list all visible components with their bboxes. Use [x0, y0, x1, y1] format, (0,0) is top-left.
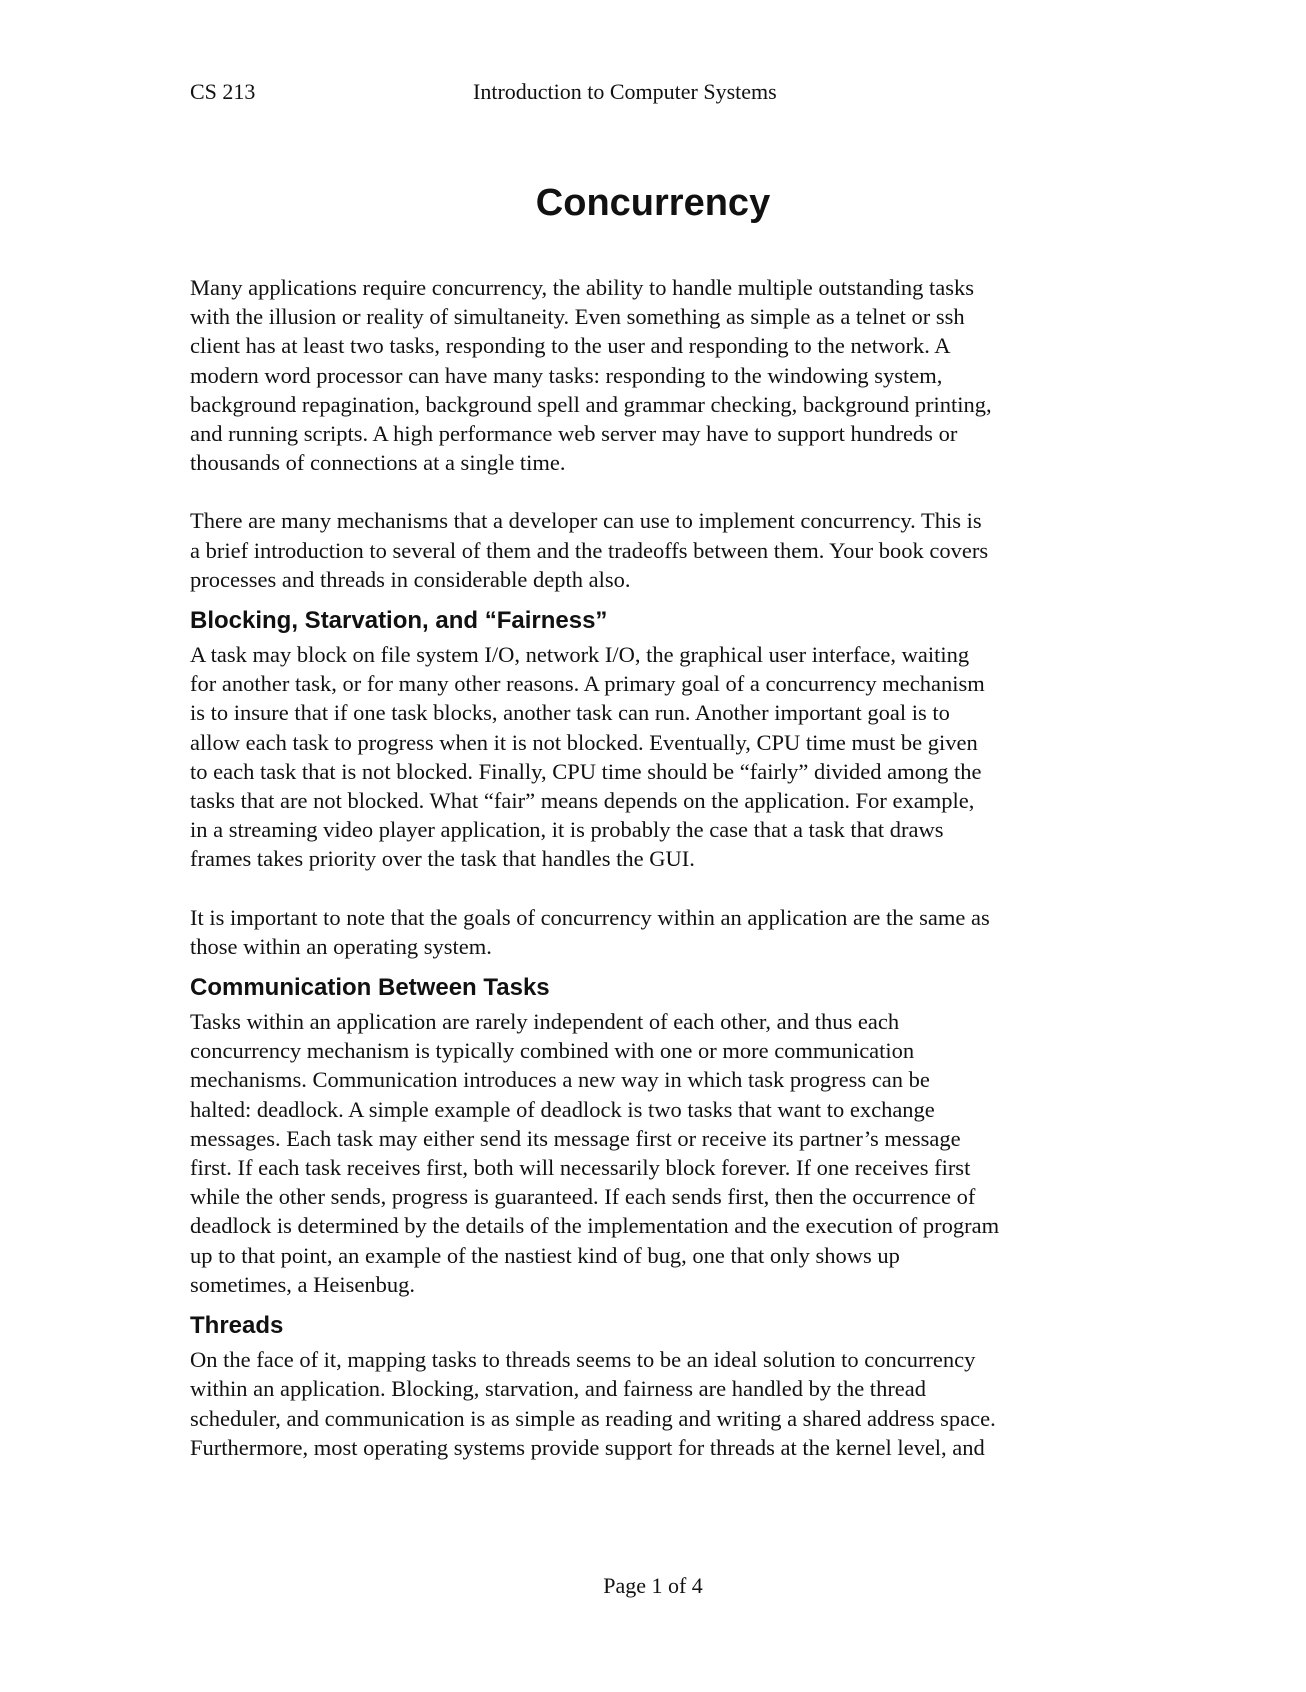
text-line: to each task that is not blocked. Finally, CPU time should be “fairly” divided among the	[190, 758, 982, 784]
text-line: Many applications require concurrency, the ability to handle multiple outstanding tasks	[190, 275, 974, 300]
text-line: mechanisms. Communication introduces a new way in which task progress can be	[190, 1067, 930, 1093]
section-paragraph	[190, 1007, 1110, 1299]
section-paragraph	[190, 903, 1110, 961]
page-number: Page 1 of 4	[603, 1573, 703, 1598]
document-title: Concurrency	[535, 182, 771, 224]
text-line: is to insure that if one task blocks, another task can run. Another important goal is to	[190, 700, 950, 726]
text-line: frames takes priority over the task that handles the GUI.	[190, 846, 695, 872]
text-line: On the face of it, mapping tasks to threads seems to be an ideal solution to concurrency	[190, 1347, 976, 1373]
section-heading-communication: Communication Between Tasks	[190, 974, 550, 1002]
text-line: in a streaming video player application, it is probably the case that a task that draws	[190, 817, 944, 843]
section-heading-threads: Threads	[190, 1312, 284, 1340]
text-line: client has at least two tasks, responding to the user and responding to the network. A	[190, 333, 951, 359]
text-line: modern word processor can have many tasks: responding to the windowing system,	[190, 362, 943, 388]
text-line: for another task, or for many other reasons. A primary goal of a concurrency mechanism	[190, 671, 985, 697]
text-line: concurrency mechanism is typically combined with one or more communication	[190, 1038, 915, 1064]
text-line: up to that point, an example of the nastiest kind of bug, one that only shows up	[190, 1242, 900, 1268]
text-line: thousands of connections at a single time.	[190, 450, 566, 476]
text-line: There are many mechanisms that a developer can use to implement concurrency. This is	[190, 508, 982, 534]
text-line: scheduler, and communication is as simple as reading and writing a shared address space.	[190, 1405, 996, 1431]
text-line: A task may block on file system I/O, network I/O, the graphical user interface, waiting	[190, 642, 970, 668]
paragraph-spacer	[190, 874, 1110, 903]
text-line: It is important to note that the goals of concurrency within an application are the same as	[190, 904, 990, 930]
page-header	[190, 76, 1120, 108]
intro-paragraph	[190, 506, 1110, 594]
paragraph-spacer	[190, 477, 1110, 506]
text-line: within an application. Blocking, starvation, and fairness are handled by the thread	[190, 1376, 927, 1402]
section-paragraph	[190, 640, 1110, 874]
text-line: a brief introduction to several of them and the tradeoffs between them. Your book covers	[190, 537, 989, 563]
text-line: Tasks within an application are rarely independent of each other, and thus each	[190, 1009, 900, 1035]
text-line: and running scripts. A high performance web server may have to support hundreds or	[190, 421, 958, 447]
intro-paragraph	[190, 273, 1110, 477]
text-line: those within an operating system.	[190, 933, 492, 959]
text-line: sometimes, a Heisenbug.	[190, 1271, 415, 1297]
text-line: background repagination, background spell and grammar checking, background printing,	[190, 391, 992, 417]
text-line: halted: deadlock. A simple example of deadlock is two tasks that want to exchange	[190, 1096, 935, 1122]
text-line: allow each task to progress when it is not blocked. Eventually, CPU time must be given	[190, 729, 978, 755]
section-heading-blocking: Blocking, Starvation, and “Fairness”	[190, 607, 608, 635]
text-line: messages. Each task may either send its message first or receive its partner’s message	[190, 1125, 961, 1151]
text-line: tasks that are not blocked. What “fair” means depends on the application. For example,	[190, 788, 975, 814]
section-paragraph	[190, 1345, 1110, 1462]
text-line: deadlock is determined by the details of the implementation and the execution of program	[190, 1213, 1000, 1239]
text-line: first. If each task receives first, both will necessarily block forever. If one receives first	[190, 1155, 971, 1181]
document-body	[190, 273, 1110, 1462]
text-line: Furthermore, most operating systems provide support for threads at the kernel level, and	[190, 1434, 985, 1460]
text-line: with the illusion or reality of simultaneity. Even something as simple as a telnet or ssh	[190, 304, 965, 330]
course-title: Introduction to Computer Systems	[473, 79, 777, 104]
text-line: while the other sends, progress is guaranteed. If each sends first, then the occurrence of	[190, 1184, 976, 1210]
course-code: CS 213	[190, 79, 256, 104]
text-line: processes and threads in considerable depth also.	[190, 566, 631, 592]
